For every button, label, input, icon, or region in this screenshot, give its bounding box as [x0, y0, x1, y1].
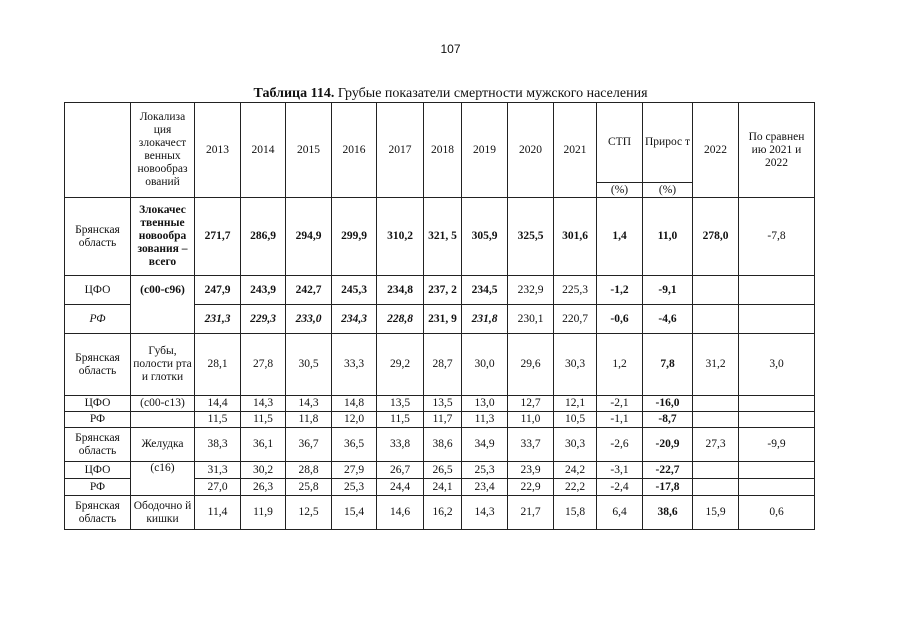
value-cell: 29,2 [377, 334, 424, 396]
value-cell: 14,8 [332, 396, 377, 412]
value-cell: 13,5 [424, 396, 462, 412]
value-cell: 36,1 [241, 428, 286, 462]
region-cell: Брянская область [65, 334, 131, 396]
table-title-text: Грубые показатели смертности мужского населения [334, 86, 648, 101]
value-cell: 36,7 [286, 428, 332, 462]
localization-name: Губы, полости рта и глотки [131, 334, 195, 396]
value-cell: 13,0 [462, 396, 508, 412]
empty-cell [739, 396, 815, 412]
value-cell: 299,9 [332, 198, 377, 276]
table-row [65, 198, 815, 276]
header-growth: Прирос т [643, 103, 693, 183]
compare-cell: -9,9 [739, 428, 815, 462]
value-cell: 23,9 [508, 462, 554, 479]
value-cell: 15,8 [554, 496, 597, 530]
region-cell: ЦФО [65, 276, 131, 305]
value-cell: 231,8 [462, 305, 508, 334]
value-cell: 26,7 [377, 462, 424, 479]
header-year: 2018 [424, 103, 462, 198]
value-cell: 28,7 [424, 334, 462, 396]
stp-cell: 1,2 [597, 334, 643, 396]
value-cell: 30,5 [286, 334, 332, 396]
header-stp: СТП [597, 103, 643, 183]
empty-cell [131, 412, 195, 428]
value-cell: 28,8 [286, 462, 332, 479]
empty-cell [739, 305, 815, 334]
region-cell: Брянская область [65, 496, 131, 530]
header-year: 2020 [508, 103, 554, 198]
table-row [65, 428, 815, 462]
mortality-table [64, 102, 815, 530]
value-cell: 26,5 [424, 462, 462, 479]
growth-cell: -8,7 [643, 412, 693, 428]
value-cell: 247,9 [195, 276, 241, 305]
value-cell: 30,0 [462, 334, 508, 396]
value-2022-cell: 31,2 [693, 334, 739, 396]
value-cell: 10,5 [554, 412, 597, 428]
header-year: 2015 [286, 103, 332, 198]
header-year-2022: 2022 [693, 103, 739, 198]
value-cell: 11,3 [462, 412, 508, 428]
stp-cell: -2,1 [597, 396, 643, 412]
empty-cell [739, 412, 815, 428]
value-cell: 245,3 [332, 276, 377, 305]
value-cell: 231,3 [195, 305, 241, 334]
value-cell: 31,3 [195, 462, 241, 479]
value-cell: 11,7 [424, 412, 462, 428]
stp-cell: -0,6 [597, 305, 643, 334]
value-cell: 14,4 [195, 396, 241, 412]
value-cell: 12,0 [332, 412, 377, 428]
empty-cell [693, 396, 739, 412]
header-localization: Локализа ция злокачест венных новообраз ований [131, 103, 195, 198]
value-cell: 21,7 [508, 496, 554, 530]
value-cell: 14,6 [377, 496, 424, 530]
value-cell: 28,1 [195, 334, 241, 396]
localization-code: (с00-с13) [131, 396, 195, 412]
region-cell: РФ [65, 479, 131, 496]
growth-cell: -4,6 [643, 305, 693, 334]
header-year: 2021 [554, 103, 597, 198]
value-cell: 27,8 [241, 334, 286, 396]
page-number: 107 [440, 42, 461, 56]
value-cell: 11,0 [508, 412, 554, 428]
value-cell: 16,2 [424, 496, 462, 530]
value-cell: 22,2 [554, 479, 597, 496]
value-cell: 242,7 [286, 276, 332, 305]
value-cell: 12,5 [286, 496, 332, 530]
table-row [65, 462, 815, 479]
header-growth-unit: (%) [643, 183, 693, 198]
growth-cell: -22,7 [643, 462, 693, 479]
value-cell: 23,4 [462, 479, 508, 496]
region-cell: Брянская область [65, 428, 131, 462]
value-cell: 34,9 [462, 428, 508, 462]
stp-cell: -1,2 [597, 276, 643, 305]
value-cell: 233,0 [286, 305, 332, 334]
value-cell: 30,2 [241, 462, 286, 479]
value-2022-cell: 27,3 [693, 428, 739, 462]
empty-cell [693, 412, 739, 428]
empty-cell [739, 276, 815, 305]
value-cell: 15,4 [332, 496, 377, 530]
value-cell: 24,2 [554, 462, 597, 479]
value-cell: 26,3 [241, 479, 286, 496]
stp-cell: -2,6 [597, 428, 643, 462]
header-compare: По сравнен ию 2021 и 2022 [739, 103, 815, 198]
value-cell: 38,3 [195, 428, 241, 462]
value-cell: 22,9 [508, 479, 554, 496]
localization-code: (с16) [131, 462, 195, 496]
value-cell: 243,9 [241, 276, 286, 305]
value-cell: 25,8 [286, 479, 332, 496]
table-title [0, 86, 901, 102]
region-cell: ЦФО [65, 396, 131, 412]
value-cell: 11,8 [286, 412, 332, 428]
value-cell: 234,5 [462, 276, 508, 305]
value-cell: 286,9 [241, 198, 286, 276]
table-row [65, 412, 815, 428]
compare-cell: 3,0 [739, 334, 815, 396]
stp-cell: -3,1 [597, 462, 643, 479]
empty-cell [693, 276, 739, 305]
value-cell: 13,5 [377, 396, 424, 412]
value-cell: 11,5 [241, 412, 286, 428]
value-cell: 33,8 [377, 428, 424, 462]
value-cell: 29,6 [508, 334, 554, 396]
value-cell: 12,1 [554, 396, 597, 412]
value-cell: 14,3 [241, 396, 286, 412]
value-cell: 225,3 [554, 276, 597, 305]
header-row [65, 103, 815, 183]
region-cell: Брянская область [65, 198, 131, 276]
value-2022-cell: 278,0 [693, 198, 739, 276]
header-empty-cell [65, 103, 131, 198]
value-2022-cell: 15,9 [693, 496, 739, 530]
value-cell: 30,3 [554, 334, 597, 396]
value-cell: 11,4 [195, 496, 241, 530]
value-cell: 11,5 [195, 412, 241, 428]
stp-cell: -2,4 [597, 479, 643, 496]
header-year: 2014 [241, 103, 286, 198]
value-cell: 230,1 [508, 305, 554, 334]
table-row [65, 334, 815, 396]
localization-name: Желудка [131, 428, 195, 462]
value-cell: 12,7 [508, 396, 554, 412]
value-cell: 38,6 [424, 428, 462, 462]
table-title-prefix: Таблица 114. [253, 86, 335, 101]
value-cell: 325,5 [508, 198, 554, 276]
value-cell: 234,3 [332, 305, 377, 334]
value-cell: 301,6 [554, 198, 597, 276]
value-cell: 232,9 [508, 276, 554, 305]
compare-cell: 0,6 [739, 496, 815, 530]
value-cell: 33,3 [332, 334, 377, 396]
stp-cell: -1,1 [597, 412, 643, 428]
empty-cell [739, 479, 815, 496]
value-cell: 24,1 [424, 479, 462, 496]
value-cell: 310,2 [377, 198, 424, 276]
value-cell: 11,9 [241, 496, 286, 530]
empty-cell [739, 462, 815, 479]
value-cell: 231, 9 [424, 305, 462, 334]
value-cell: 27,0 [195, 479, 241, 496]
growth-cell: 11,0 [643, 198, 693, 276]
value-cell: 234,8 [377, 276, 424, 305]
header-year: 2019 [462, 103, 508, 198]
header-year: 2016 [332, 103, 377, 198]
value-cell: 237, 2 [424, 276, 462, 305]
localization-name: Злокачес твенные новообра зования – всего [131, 198, 195, 276]
localization-name: Ободочно й кишки [131, 496, 195, 530]
value-cell: 11,5 [377, 412, 424, 428]
growth-cell: -20,9 [643, 428, 693, 462]
value-cell: 27,9 [332, 462, 377, 479]
value-cell: 305,9 [462, 198, 508, 276]
value-cell: 30,3 [554, 428, 597, 462]
growth-cell: -9,1 [643, 276, 693, 305]
stp-cell: 1,4 [597, 198, 643, 276]
growth-cell: -17,8 [643, 479, 693, 496]
empty-cell [693, 479, 739, 496]
header-year: 2013 [195, 103, 241, 198]
region-cell: ЦФО [65, 462, 131, 479]
compare-cell: -7,8 [739, 198, 815, 276]
value-cell: 25,3 [332, 479, 377, 496]
table-row [65, 276, 815, 305]
empty-cell [693, 305, 739, 334]
value-cell: 220,7 [554, 305, 597, 334]
header-year: 2017 [377, 103, 424, 198]
region-cell: РФ [65, 305, 131, 334]
value-cell: 294,9 [286, 198, 332, 276]
growth-cell: 38,6 [643, 496, 693, 530]
header-stp-unit: (%) [597, 183, 643, 198]
empty-cell [693, 462, 739, 479]
value-cell: 24,4 [377, 479, 424, 496]
value-cell: 36,5 [332, 428, 377, 462]
region-cell: РФ [65, 412, 131, 428]
value-cell: 14,3 [462, 496, 508, 530]
value-cell: 228,8 [377, 305, 424, 334]
value-cell: 321, 5 [424, 198, 462, 276]
growth-cell: 7,8 [643, 334, 693, 396]
value-cell: 271,7 [195, 198, 241, 276]
table-row [65, 496, 815, 530]
growth-cell: -16,0 [643, 396, 693, 412]
value-cell: 229,3 [241, 305, 286, 334]
value-cell: 25,3 [462, 462, 508, 479]
stp-cell: 6,4 [597, 496, 643, 530]
value-cell: 14,3 [286, 396, 332, 412]
table-row [65, 396, 815, 412]
value-cell: 33,7 [508, 428, 554, 462]
localization-code: (с00-с96) [131, 276, 195, 334]
